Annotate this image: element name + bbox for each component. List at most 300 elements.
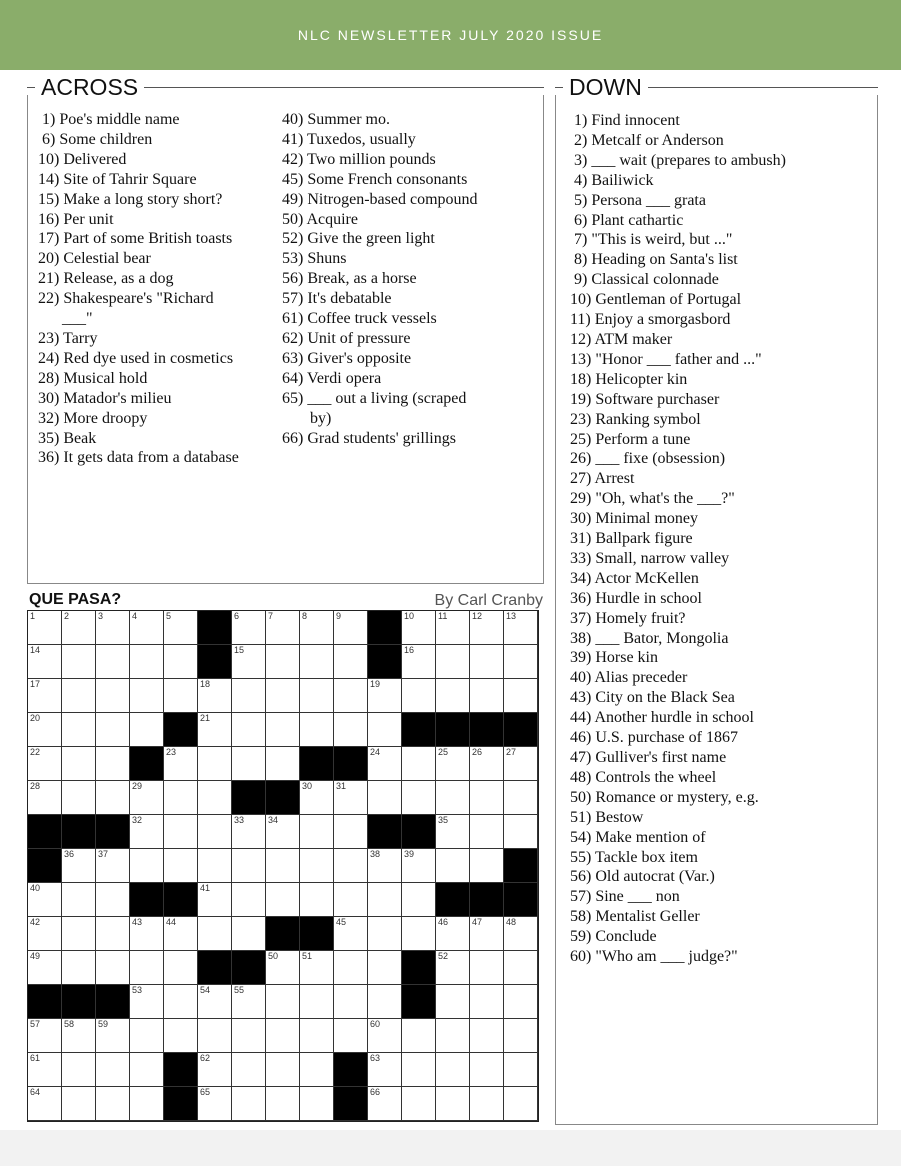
- grid-cell[interactable]: [436, 781, 470, 815]
- clue-text: "Who am ___ judge?": [595, 948, 738, 966]
- clue-text: Musical hold: [63, 369, 148, 387]
- grid-cell[interactable]: [28, 747, 62, 781]
- clue-number: 42): [282, 150, 308, 168]
- grid-cell[interactable]: [62, 917, 96, 951]
- clue-item: [38, 170, 278, 190]
- grid-cell[interactable]: [28, 679, 62, 713]
- clue-number: 27): [570, 470, 595, 488]
- grid-cell[interactable]: [62, 645, 96, 679]
- clue-item: [570, 589, 870, 609]
- grid-cell[interactable]: [300, 985, 334, 1019]
- grid-cell[interactable]: [368, 1019, 402, 1053]
- grid-cell[interactable]: [130, 1087, 164, 1121]
- clue-number: 36): [570, 589, 596, 607]
- grid-cell[interactable]: [198, 1019, 232, 1053]
- clue-text: Gulliver's first name: [595, 749, 727, 766]
- grid-cell[interactable]: [164, 951, 198, 985]
- cell-number: 42: [30, 917, 41, 927]
- grid-cell[interactable]: [130, 951, 164, 985]
- grid-cell[interactable]: [368, 1053, 402, 1087]
- grid-cell[interactable]: [198, 1087, 232, 1121]
- puzzle-author: By Carl Cranby: [434, 592, 543, 609]
- grid-cell[interactable]: [266, 883, 300, 917]
- grid-cell[interactable]: [368, 917, 402, 951]
- cell-number: 22: [30, 747, 41, 757]
- grid-cell[interactable]: [62, 747, 96, 781]
- grid-cell[interactable]: [368, 1087, 402, 1121]
- clue-number: 4): [570, 171, 592, 189]
- cell-number: 37: [98, 849, 109, 859]
- grid-cell[interactable]: [266, 849, 300, 883]
- grid-cell[interactable]: [470, 815, 504, 849]
- grid-cell[interactable]: [130, 985, 164, 1019]
- grid-cell[interactable]: [436, 679, 470, 713]
- clue-number: 29): [570, 490, 596, 508]
- grid-cell[interactable]: [504, 679, 538, 713]
- grid-cell[interactable]: [470, 1019, 504, 1053]
- grid-cell[interactable]: [62, 883, 96, 917]
- cell-number: 41: [200, 883, 211, 893]
- clue-number: 65): [282, 389, 308, 407]
- grid-black-square: [334, 747, 368, 781]
- grid-cell[interactable]: [300, 679, 334, 713]
- clue-item: [570, 549, 870, 569]
- across-header: [27, 73, 544, 100]
- clue-text: Grad students' grillings: [307, 429, 456, 447]
- grid-cell[interactable]: [28, 713, 62, 747]
- clue-text: Two million pounds: [307, 150, 436, 168]
- grid-cell[interactable]: [96, 849, 130, 883]
- grid-cell[interactable]: [470, 1053, 504, 1087]
- grid-cell[interactable]: [62, 1019, 96, 1053]
- grid-cell[interactable]: [164, 781, 198, 815]
- grid-cell[interactable]: [402, 611, 436, 645]
- grid-cell[interactable]: [300, 713, 334, 747]
- clue-text: Bestow: [595, 808, 644, 826]
- clue-text: ___": [38, 310, 93, 328]
- cell-number: 55: [234, 985, 245, 995]
- clue-text: Unit of pressure: [307, 329, 411, 347]
- clue-text: "Honor ___ father and ...": [595, 350, 762, 368]
- grid-cell[interactable]: [368, 849, 402, 883]
- clue-number: 11): [570, 311, 595, 329]
- grid-cell[interactable]: [232, 611, 266, 645]
- grid-cell[interactable]: [402, 781, 436, 815]
- clue-item: [38, 229, 278, 249]
- clue-text: Delivered: [63, 150, 127, 168]
- grid-black-square: [130, 883, 164, 917]
- grid-cell[interactable]: [470, 985, 504, 1019]
- clue-number: 30): [570, 510, 596, 528]
- grid-cell[interactable]: [96, 747, 130, 781]
- grid-cell[interactable]: [198, 815, 232, 849]
- grid-cell[interactable]: [266, 1087, 300, 1121]
- grid-cell[interactable]: [504, 781, 538, 815]
- grid-cell[interactable]: [96, 883, 130, 917]
- clue-item: [570, 788, 870, 808]
- grid-cell[interactable]: [402, 645, 436, 679]
- grid-cell[interactable]: [62, 951, 96, 985]
- grid-cell[interactable]: [436, 951, 470, 985]
- clue-text: It gets data from a database: [63, 449, 239, 467]
- grid-cell[interactable]: [232, 679, 266, 713]
- grid-cell[interactable]: [470, 645, 504, 679]
- grid-black-square: [28, 985, 62, 1019]
- grid-cell[interactable]: [232, 917, 266, 951]
- cell-number: 44: [166, 917, 177, 927]
- clue-number: 3): [570, 151, 592, 169]
- grid-cell[interactable]: [62, 1087, 96, 1121]
- clue-item: [570, 290, 870, 310]
- clue-text: Some children: [59, 130, 153, 148]
- grid-cell[interactable]: [402, 1053, 436, 1087]
- grid-cell[interactable]: [130, 849, 164, 883]
- clue-item: [38, 329, 278, 349]
- clue-number: 43): [570, 689, 596, 707]
- grid-cell[interactable]: [28, 883, 62, 917]
- grid-cell[interactable]: [334, 611, 368, 645]
- grid-cell[interactable]: [300, 883, 334, 917]
- grid-cell[interactable]: [300, 815, 334, 849]
- grid-cell[interactable]: [436, 645, 470, 679]
- cell-number: 54: [200, 985, 211, 995]
- grid-cell[interactable]: [504, 917, 538, 951]
- grid-cell[interactable]: [62, 1053, 96, 1087]
- clue-item: [570, 648, 870, 668]
- across-title: ACROSS: [35, 76, 144, 99]
- grid-cell[interactable]: [300, 849, 334, 883]
- grid-cell[interactable]: [198, 985, 232, 1019]
- clue-text: Mentalist Geller: [595, 908, 700, 926]
- clue-item: [38, 150, 278, 170]
- grid-cell[interactable]: [28, 917, 62, 951]
- clue-item: [570, 848, 870, 868]
- grid-cell[interactable]: [266, 1053, 300, 1087]
- grid-cell[interactable]: [402, 849, 436, 883]
- clue-text: Gentleman of Portugal: [595, 291, 742, 309]
- grid-cell[interactable]: [300, 781, 334, 815]
- grid-cell[interactable]: [164, 917, 198, 951]
- grid-cell[interactable]: [334, 849, 368, 883]
- clue-item: [38, 190, 278, 210]
- grid-cell[interactable]: [368, 747, 402, 781]
- grid-cell[interactable]: [232, 849, 266, 883]
- grid-cell[interactable]: [436, 849, 470, 883]
- grid-black-square: [266, 917, 300, 951]
- grid-black-square: [62, 815, 96, 849]
- grid-cell[interactable]: [232, 815, 266, 849]
- grid-cell[interactable]: [266, 645, 300, 679]
- grid-cell[interactable]: [232, 1053, 266, 1087]
- grid-cell[interactable]: [402, 747, 436, 781]
- clue-item: [38, 130, 278, 150]
- grid-cell[interactable]: [232, 713, 266, 747]
- grid-cell[interactable]: [334, 645, 368, 679]
- grid-cell[interactable]: [504, 747, 538, 781]
- clue-number: 58): [570, 908, 596, 926]
- grid-black-square: [198, 611, 232, 645]
- clue-text: Alias preceder: [594, 669, 688, 687]
- grid-cell[interactable]: [198, 917, 232, 951]
- grid-cell[interactable]: [436, 611, 470, 645]
- cell-number: 15: [234, 645, 245, 655]
- grid-cell[interactable]: [266, 815, 300, 849]
- grid-cell[interactable]: [198, 747, 232, 781]
- header-rule: [144, 87, 544, 88]
- clue-item: [282, 329, 537, 349]
- grid-cell[interactable]: [96, 1019, 130, 1053]
- clue-number: 10): [38, 150, 64, 168]
- clue-number: 13): [570, 350, 596, 368]
- grid-cell[interactable]: [130, 679, 164, 713]
- grid-cell[interactable]: [470, 679, 504, 713]
- grid-cell[interactable]: [96, 611, 130, 645]
- grid-cell[interactable]: [334, 951, 368, 985]
- grid-cell[interactable]: [266, 951, 300, 985]
- grid-cell[interactable]: [436, 815, 470, 849]
- grid-cell[interactable]: [130, 645, 164, 679]
- clue-number: 59): [570, 928, 596, 946]
- clue-item: [282, 409, 537, 429]
- clue-text: ___ out a living (scraped: [307, 389, 467, 407]
- grid-cell[interactable]: [164, 679, 198, 713]
- grid-cell[interactable]: [266, 1019, 300, 1053]
- grid-cell[interactable]: [402, 917, 436, 951]
- clue-number: 16): [38, 210, 64, 228]
- grid-cell[interactable]: [62, 781, 96, 815]
- grid-cell[interactable]: [402, 1087, 436, 1121]
- cell-number: 45: [336, 917, 347, 927]
- grid-cell[interactable]: [436, 1053, 470, 1087]
- clue-text: Giver's opposite: [307, 349, 412, 367]
- clue-text: Shakespeare's "Richard: [63, 290, 214, 308]
- grid-cell[interactable]: [96, 917, 130, 951]
- grid-cell[interactable]: [504, 985, 538, 1019]
- grid-cell[interactable]: [62, 713, 96, 747]
- clue-number: 26): [570, 450, 596, 468]
- grid-cell[interactable]: [402, 1019, 436, 1053]
- clue-number: 39): [570, 649, 596, 667]
- grid-cell[interactable]: [334, 679, 368, 713]
- grid-cell[interactable]: [470, 849, 504, 883]
- clue-item: [570, 350, 870, 370]
- grid-cell[interactable]: [300, 951, 334, 985]
- grid-cell[interactable]: [470, 1087, 504, 1121]
- grid-cell[interactable]: [232, 985, 266, 1019]
- grid-cell[interactable]: [198, 679, 232, 713]
- grid-cell[interactable]: [130, 917, 164, 951]
- grid-cell[interactable]: [436, 747, 470, 781]
- cell-number: 11: [438, 611, 448, 621]
- clue-item: [570, 469, 870, 489]
- clue-number: 54): [570, 828, 596, 846]
- grid-cell[interactable]: [368, 781, 402, 815]
- grid-cell[interactable]: [470, 747, 504, 781]
- grid-cell[interactable]: [96, 951, 130, 985]
- grid-black-square: [436, 883, 470, 917]
- grid-cell[interactable]: [130, 815, 164, 849]
- grid-cell[interactable]: [402, 679, 436, 713]
- cell-number: 20: [30, 713, 41, 723]
- grid-cell[interactable]: [504, 1053, 538, 1087]
- clue-text: Poe's middle name: [59, 111, 180, 128]
- grid-cell[interactable]: [28, 951, 62, 985]
- grid-black-square: [368, 815, 402, 849]
- grid-cell[interactable]: [232, 747, 266, 781]
- grid-cell[interactable]: [266, 985, 300, 1019]
- grid-cell[interactable]: [334, 1019, 368, 1053]
- clue-text: Ballpark figure: [595, 530, 693, 548]
- clue-number: 47): [570, 749, 596, 766]
- grid-cell[interactable]: [164, 645, 198, 679]
- grid-cell[interactable]: [164, 747, 198, 781]
- grid-cell[interactable]: [232, 883, 266, 917]
- grid-cell[interactable]: [198, 849, 232, 883]
- clue-number: 38): [570, 629, 596, 647]
- grid-cell[interactable]: [504, 951, 538, 985]
- grid-cell[interactable]: [130, 1053, 164, 1087]
- grid-cell[interactable]: [300, 611, 334, 645]
- grid-cell[interactable]: [198, 883, 232, 917]
- grid-cell[interactable]: [130, 713, 164, 747]
- crossword-grid: [27, 610, 539, 1122]
- grid-cell[interactable]: [470, 611, 504, 645]
- clue-text: Old autocrat (Var.): [595, 868, 715, 886]
- grid-cell[interactable]: [164, 849, 198, 883]
- grid-cell[interactable]: [130, 611, 164, 645]
- grid-cell[interactable]: [198, 713, 232, 747]
- grid-cell[interactable]: [266, 713, 300, 747]
- grid-cell[interactable]: [266, 611, 300, 645]
- cell-number: 14: [30, 645, 41, 655]
- grid-black-square: [368, 611, 402, 645]
- cell-number: 47: [472, 917, 483, 927]
- grid-cell[interactable]: [368, 985, 402, 1019]
- grid-cell[interactable]: [28, 1053, 62, 1087]
- grid-cell[interactable]: [334, 917, 368, 951]
- grid-cell[interactable]: [96, 1087, 130, 1121]
- grid-cell[interactable]: [436, 985, 470, 1019]
- grid-cell[interactable]: [334, 781, 368, 815]
- grid-cell[interactable]: [198, 781, 232, 815]
- clue-item: [570, 668, 870, 688]
- grid-cell[interactable]: [164, 1019, 198, 1053]
- grid-cell[interactable]: [504, 815, 538, 849]
- grid-cell[interactable]: [470, 917, 504, 951]
- grid-cell[interactable]: [96, 1053, 130, 1087]
- clue-number: 23): [570, 410, 596, 428]
- clue-text: Break, as a horse: [307, 270, 417, 288]
- grid-cell[interactable]: [368, 951, 402, 985]
- clue-text: Tuxedos, usually: [307, 130, 416, 148]
- grid-cell[interactable]: [266, 679, 300, 713]
- grid-cell[interactable]: [470, 951, 504, 985]
- grid-cell[interactable]: [96, 645, 130, 679]
- clue-number: 49): [282, 190, 308, 208]
- grid-cell[interactable]: [164, 985, 198, 1019]
- clue-text: Minimal money: [595, 510, 698, 528]
- grid-cell[interactable]: [232, 1087, 266, 1121]
- grid-cell[interactable]: [164, 815, 198, 849]
- grid-cell[interactable]: [300, 645, 334, 679]
- grid-cell[interactable]: [334, 883, 368, 917]
- clue-item: [282, 309, 537, 329]
- grid-cell[interactable]: [266, 747, 300, 781]
- clue-number: 35): [38, 429, 64, 447]
- grid-cell[interactable]: [62, 611, 96, 645]
- grid-cell[interactable]: [436, 1087, 470, 1121]
- grid-cell[interactable]: [402, 883, 436, 917]
- cell-number: 29: [132, 781, 143, 791]
- grid-cell[interactable]: [504, 1087, 538, 1121]
- grid-cell[interactable]: [300, 1053, 334, 1087]
- grid-cell[interactable]: [28, 645, 62, 679]
- grid-black-square: [266, 781, 300, 815]
- grid-cell[interactable]: [62, 849, 96, 883]
- clue-text: Enjoy a smorgasbord: [594, 311, 731, 329]
- cell-number: 6: [234, 611, 240, 621]
- clue-text: Make mention of: [595, 828, 706, 846]
- clue-text: Bailiwick: [591, 171, 654, 189]
- cell-number: 43: [132, 917, 143, 927]
- grid-cell[interactable]: [62, 679, 96, 713]
- grid-cell[interactable]: [130, 1019, 164, 1053]
- grid-cell[interactable]: [28, 1087, 62, 1121]
- grid-cell[interactable]: [130, 781, 164, 815]
- grid-cell[interactable]: [334, 713, 368, 747]
- grid-cell[interactable]: [504, 611, 538, 645]
- grid-black-square: [232, 781, 266, 815]
- grid-cell[interactable]: [300, 1019, 334, 1053]
- grid-cell[interactable]: [28, 611, 62, 645]
- grid-cell[interactable]: [232, 645, 266, 679]
- grid-cell[interactable]: [504, 1019, 538, 1053]
- clue-text: Persona ___ grata: [591, 191, 706, 209]
- cell-number: 8: [302, 611, 308, 621]
- grid-cell[interactable]: [470, 781, 504, 815]
- clue-text: "This is weird, but ...": [591, 231, 733, 249]
- grid-cell[interactable]: [436, 1019, 470, 1053]
- grid-cell[interactable]: [198, 1053, 232, 1087]
- grid-cell[interactable]: [504, 645, 538, 679]
- grid-cell[interactable]: [368, 679, 402, 713]
- grid-cell[interactable]: [28, 781, 62, 815]
- clue-number: 22): [38, 290, 64, 308]
- grid-cell[interactable]: [436, 917, 470, 951]
- grid-cell[interactable]: [232, 1019, 266, 1053]
- grid-cell[interactable]: [96, 679, 130, 713]
- clue-number: 60): [570, 948, 596, 966]
- cell-number: 66: [370, 1087, 381, 1097]
- clue-item: [282, 429, 537, 449]
- clue-item: [570, 390, 870, 410]
- grid-cell[interactable]: [368, 713, 402, 747]
- grid-cell[interactable]: [300, 1087, 334, 1121]
- clue-number: 48): [570, 768, 596, 786]
- cell-number: 25: [438, 747, 449, 757]
- clue-item: [570, 310, 870, 330]
- grid-cell[interactable]: [28, 1019, 62, 1053]
- grid-cell[interactable]: [96, 713, 130, 747]
- grid-cell[interactable]: [334, 985, 368, 1019]
- down-title: DOWN: [563, 76, 648, 99]
- grid-cell[interactable]: [96, 781, 130, 815]
- grid-cell[interactable]: [164, 611, 198, 645]
- grid-cell[interactable]: [368, 883, 402, 917]
- clue-text: Sine ___ non: [595, 888, 680, 906]
- grid-cell[interactable]: [334, 815, 368, 849]
- cell-number: 21: [200, 713, 211, 723]
